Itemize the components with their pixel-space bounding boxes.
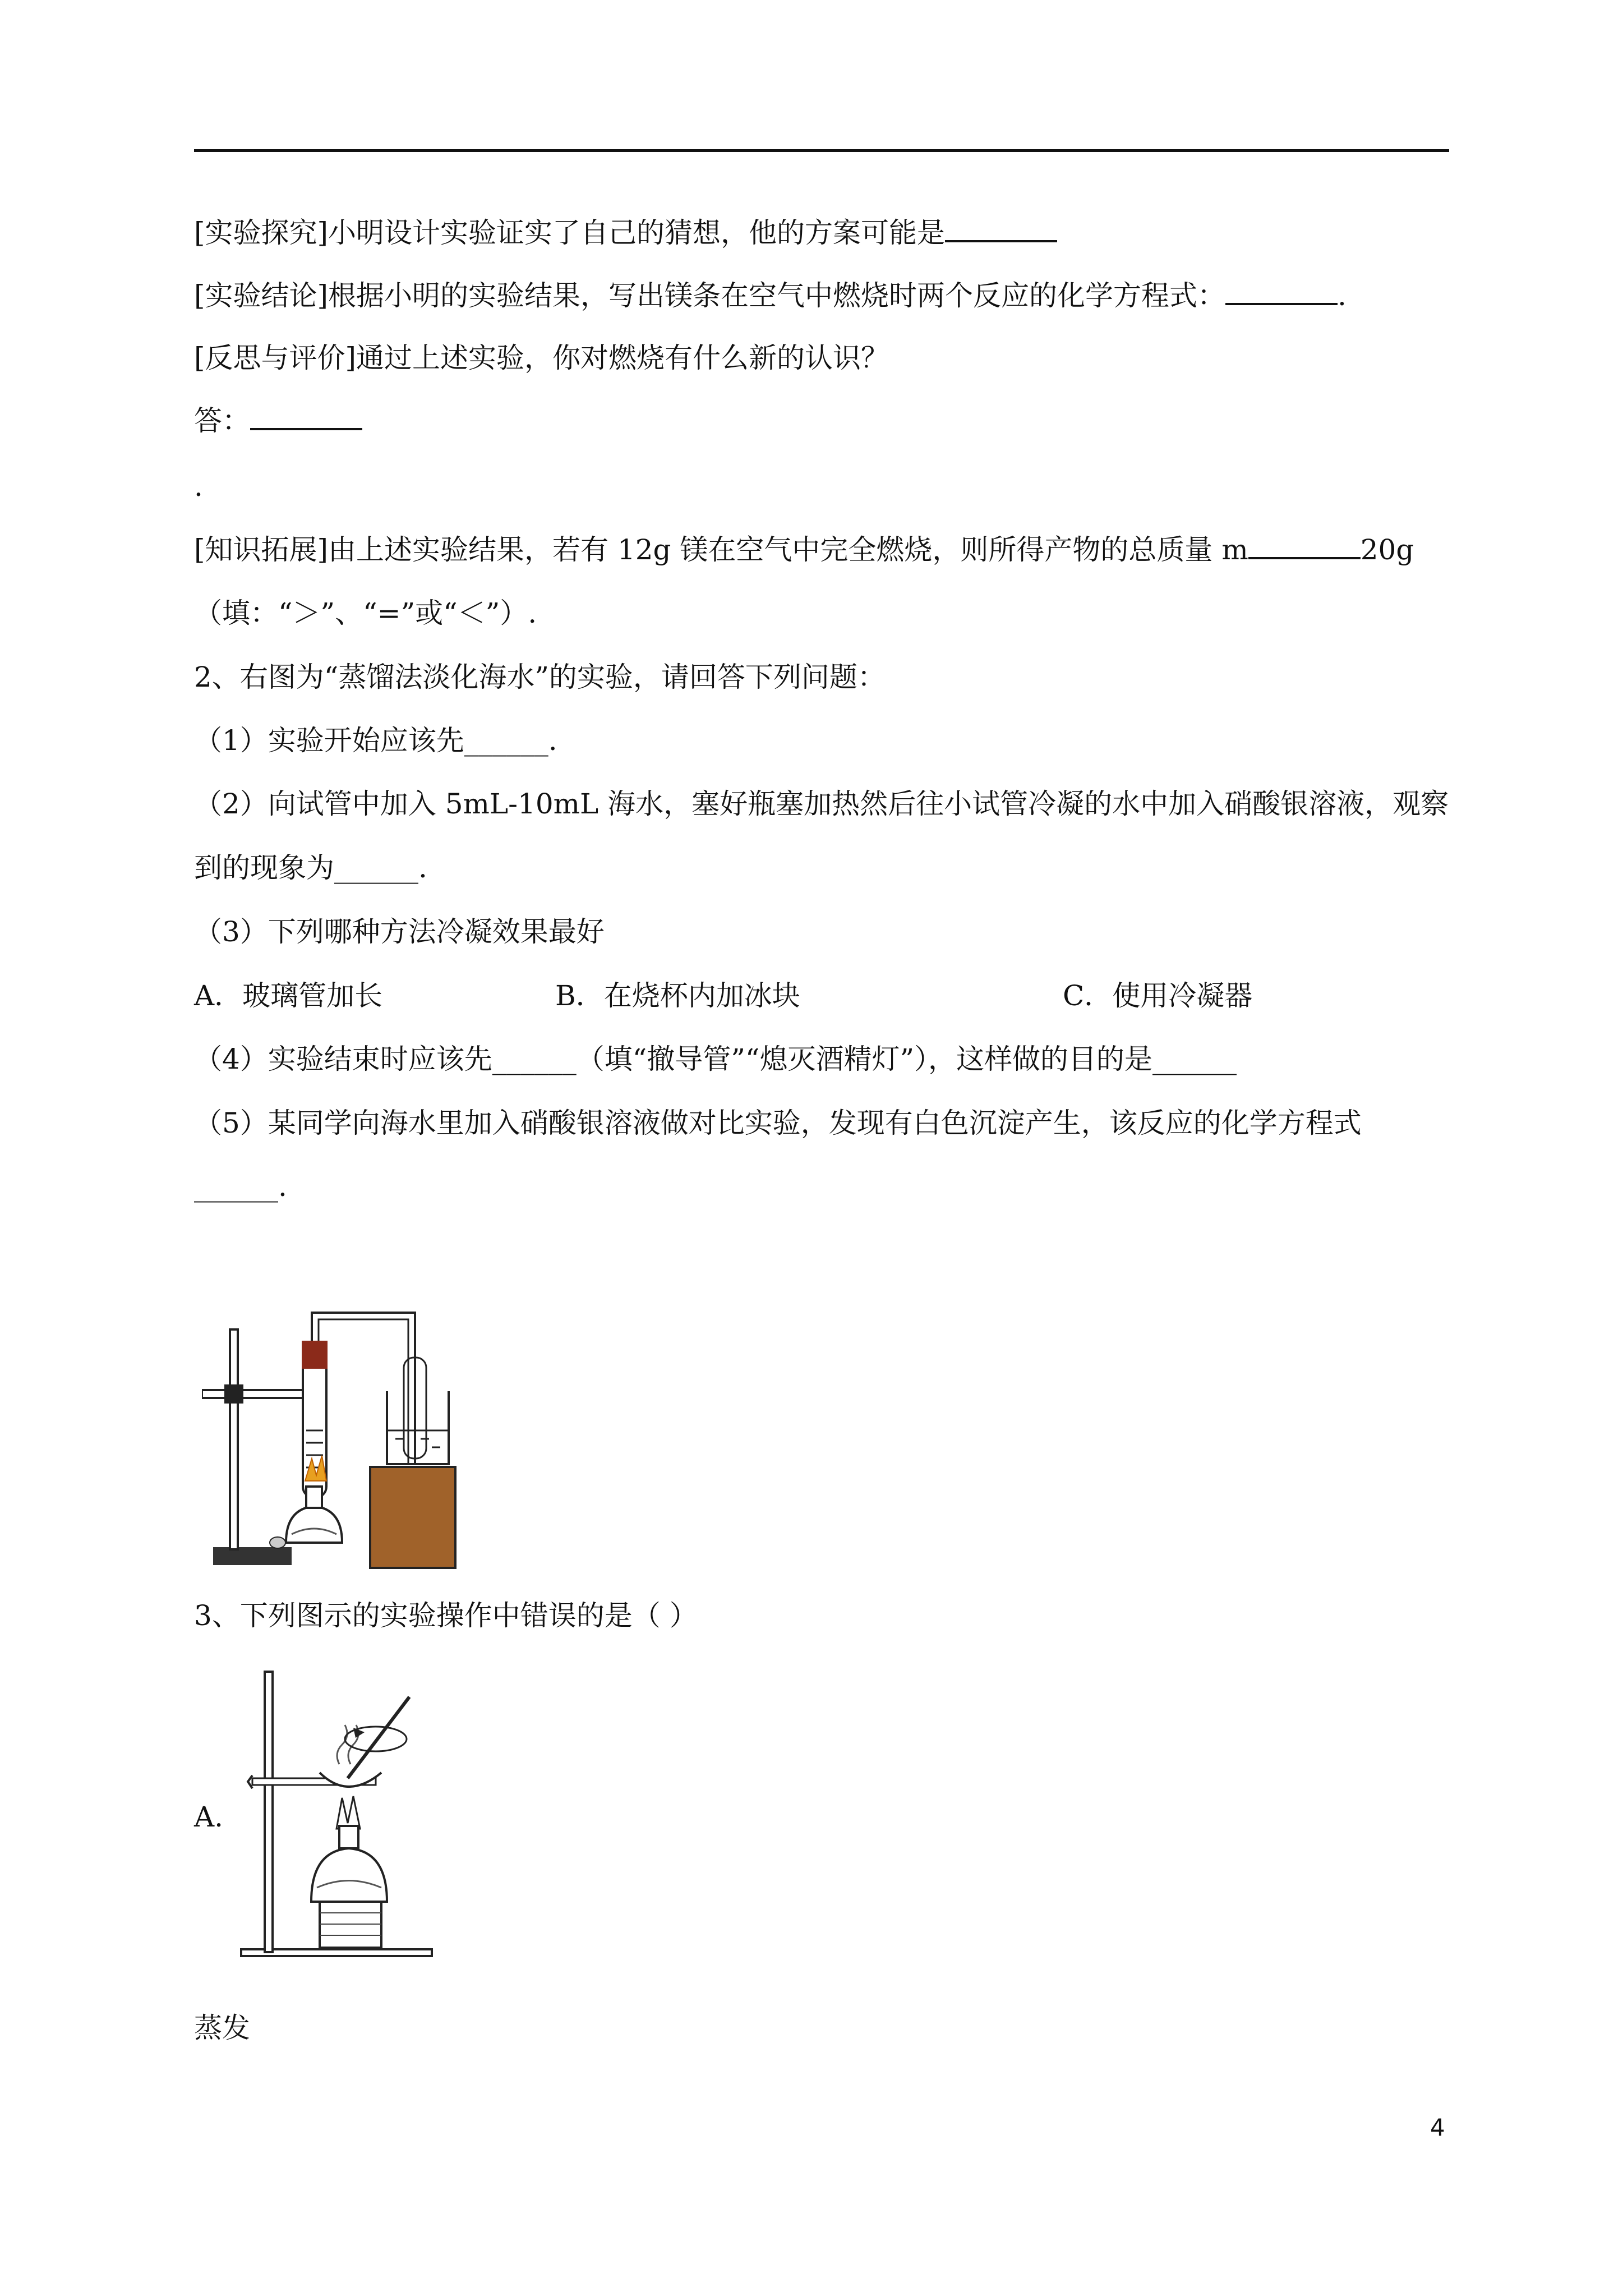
line-experiment-inquiry: [194, 213, 1057, 252]
text: 3、下列图示的实验操作中错误的是（ ）: [194, 1599, 698, 1632]
line-reflection: [194, 338, 889, 378]
line-dot: [194, 467, 203, 506]
clamp-boss: [224, 1384, 243, 1404]
line-fill-hint: [194, 593, 537, 633]
text: [反思与评价]通过上述实验，你对燃烧有什么新的认识？: [194, 342, 889, 374]
text: 蒸发: [194, 2012, 250, 2044]
question-2-part-2b: [194, 848, 427, 887]
text: 答：: [194, 404, 250, 437]
question-2-part-2a: [194, 784, 1449, 823]
stand-base: [213, 1547, 292, 1565]
line-answer: [194, 401, 362, 440]
text: .: [194, 470, 203, 503]
stand-rod: [230, 1329, 238, 1549]
answer-blank[interactable]: [250, 401, 362, 430]
line-knowledge-extension: [194, 530, 1414, 569]
answer-blank[interactable]: [1248, 530, 1361, 559]
option-a[interactable]: A．玻璃管加长: [194, 979, 383, 1012]
question-3-option-a-label[interactable]: A.: [194, 1801, 224, 1833]
text: （1）实验开始应该先______.: [194, 724, 557, 757]
question-2-part-1: [194, 721, 557, 760]
text: 20g: [1360, 533, 1414, 566]
flame: [336, 1796, 360, 1829]
distillation-apparatus-figure: [202, 1296, 516, 1576]
stand-rod: [265, 1672, 273, 1952]
question-2-part-4: [194, 1039, 1237, 1079]
question-3-title: [194, 1596, 698, 1635]
question-2-title: [194, 657, 886, 697]
header-rule: [194, 149, 1449, 152]
option-b[interactable]: B．在烧杯内加冰块: [555, 979, 800, 1012]
delivery-tube-inner: [319, 1319, 408, 1464]
page-number: 4: [1430, 2114, 1445, 2141]
text: [知识拓展]由上述实验结果，若有 12g 镁在空气中完全燃烧，则所得产物的总质量 m: [194, 533, 1248, 566]
question-2-part-5b: [194, 1167, 287, 1206]
alcohol-lamp: [286, 1506, 342, 1543]
evaporation-figure: [236, 1666, 449, 1969]
question-2-part-3: [194, 912, 605, 951]
text: （3）下列哪种方法冷凝效果最好: [194, 915, 605, 948]
text: 2、右图为“蒸馏法淡化海水”的实验，请回答下列问题：: [194, 661, 886, 693]
answer-blank[interactable]: [1225, 276, 1338, 305]
text: （5）某同学向海水里加入硝酸银溶液做对比实验，发现有白色沉淀产生，该反应的化学方程式: [194, 1107, 1362, 1139]
option-c[interactable]: C．使用冷凝器: [1063, 979, 1253, 1012]
question-3-caption: [194, 2008, 250, 2047]
answer-blank[interactable]: [945, 213, 1057, 242]
text: 到的现象为______.: [194, 852, 427, 884]
wood-block: [370, 1467, 455, 1568]
text: （2）向试管中加入 5mL-10mL 海水，塞好瓶塞加热然后往小试管冷凝的水中加入硝酸银溶液，观察: [194, 788, 1449, 820]
text: ______.: [194, 1170, 287, 1203]
line-experiment-conclusion: [194, 276, 1347, 315]
text: （填：“＞”、“=”或“＜”）.: [194, 597, 537, 629]
beaker: [387, 1391, 449, 1464]
alcohol-lamp: [311, 1848, 387, 1902]
text: .: [1338, 279, 1347, 312]
stopper: [302, 1341, 328, 1369]
text: [实验结论]根据小明的实验结果，写出镁条在空气中燃烧时两个反应的化学方程式：: [194, 279, 1226, 312]
clamp-arm: [202, 1390, 314, 1398]
text: （4）实验结束时应该先______（填“撤导管”“熄灭酒精灯”），这样做的目的是______: [194, 1043, 1237, 1075]
text: [实验探究]小明设计实验证实了自己的猜想，他的方案可能是: [194, 217, 946, 249]
question-2-part-5a: [194, 1103, 1362, 1143]
